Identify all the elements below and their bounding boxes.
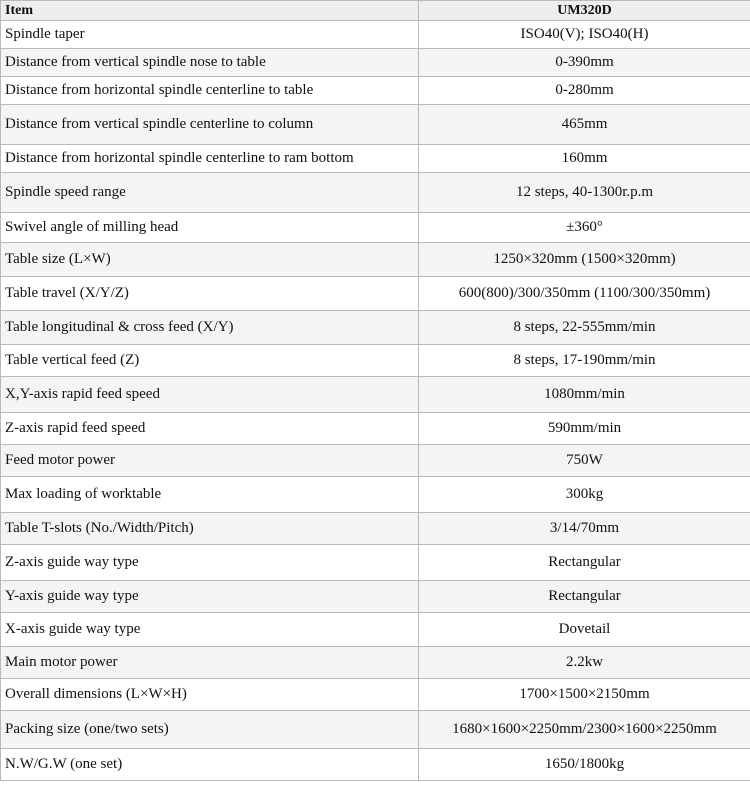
table-row xyxy=(1,77,750,105)
spec-value: ±360° xyxy=(419,213,750,243)
spec-value: Rectangular xyxy=(419,545,750,581)
spec-label: Y-axis guide way type xyxy=(1,581,419,613)
header-model: UM320D xyxy=(419,1,750,21)
spec-label: Feed motor power xyxy=(1,445,419,477)
table-row xyxy=(1,145,750,173)
spec-label: Table travel (X/Y/Z) xyxy=(1,277,419,311)
table-row xyxy=(1,377,750,413)
table-row xyxy=(1,749,750,781)
spec-value: 750W xyxy=(419,445,750,477)
table-row xyxy=(1,213,750,243)
spec-label: Table size (L×W) xyxy=(1,243,419,277)
table-row xyxy=(1,513,750,545)
spec-label: Main motor power xyxy=(1,647,419,679)
table-row xyxy=(1,613,750,647)
table-row xyxy=(1,477,750,513)
spec-value: 8 steps, 22-555mm/min xyxy=(419,311,750,345)
spec-value: 1080mm/min xyxy=(419,377,750,413)
spec-value: 8 steps, 17-190mm/min xyxy=(419,345,750,377)
spec-label: Overall dimensions (L×W×H) xyxy=(1,679,419,711)
spec-label: Table longitudinal & cross feed (X/Y) xyxy=(1,311,419,345)
table-row xyxy=(1,711,750,749)
table-row xyxy=(1,345,750,377)
spec-value: 1250×320mm (1500×320mm) xyxy=(419,243,750,277)
table-row xyxy=(1,105,750,145)
spec-value: ISO40(V); ISO40(H) xyxy=(419,21,750,49)
spec-label: Distance from vertical spindle nose to table xyxy=(1,49,419,77)
spec-label: Distance from vertical spindle centerline to column xyxy=(1,105,419,145)
table-row xyxy=(1,679,750,711)
spec-label: Spindle speed range xyxy=(1,173,419,213)
spec-label: N.W/G.W (one set) xyxy=(1,749,419,781)
table-row xyxy=(1,581,750,613)
spec-value: 0-280mm xyxy=(419,77,750,105)
spec-label: X-axis guide way type xyxy=(1,613,419,647)
spec-label: Swivel angle of milling head xyxy=(1,213,419,243)
spec-label: Max loading of worktable xyxy=(1,477,419,513)
spec-label: Table T-slots (No./Width/Pitch) xyxy=(1,513,419,545)
spec-value: Dovetail xyxy=(419,613,750,647)
spec-value: 160mm xyxy=(419,145,750,173)
spec-label: Table vertical feed (Z) xyxy=(1,345,419,377)
spec-value: 600(800)/300/350mm (1100/300/350mm) xyxy=(419,277,750,311)
spec-value: 3/14/70mm xyxy=(419,513,750,545)
spec-value: 12 steps, 40-1300r.p.m xyxy=(419,173,750,213)
spec-value: 1650/1800kg xyxy=(419,749,750,781)
spec-value: 1700×1500×2150mm xyxy=(419,679,750,711)
table-row xyxy=(1,647,750,679)
spec-label: Distance from horizontal spindle centerline to table xyxy=(1,77,419,105)
spec-label: Spindle taper xyxy=(1,21,419,49)
table-header-row xyxy=(1,1,750,21)
table-row xyxy=(1,243,750,277)
table-row xyxy=(1,413,750,445)
spec-value: 590mm/min xyxy=(419,413,750,445)
spec-value: 465mm xyxy=(419,105,750,145)
table-row xyxy=(1,173,750,213)
spec-value: Rectangular xyxy=(419,581,750,613)
table-row xyxy=(1,49,750,77)
table-row xyxy=(1,311,750,345)
table-row xyxy=(1,545,750,581)
spec-value: 1680×1600×2250mm/2300×1600×2250mm xyxy=(419,711,750,749)
header-item: Item xyxy=(1,1,419,21)
spec-value: 0-390mm xyxy=(419,49,750,77)
spec-label: Z-axis guide way type xyxy=(1,545,419,581)
spec-value: 2.2kw xyxy=(419,647,750,679)
spec-label: Packing size (one/two sets) xyxy=(1,711,419,749)
table-row xyxy=(1,21,750,49)
spec-label: Z-axis rapid feed speed xyxy=(1,413,419,445)
spec-label: Distance from horizontal spindle centerline to ram bottom xyxy=(1,145,419,173)
table-row xyxy=(1,445,750,477)
spec-label: X,Y-axis rapid feed speed xyxy=(1,377,419,413)
table-body xyxy=(1,21,750,781)
spec-value: 300kg xyxy=(419,477,750,513)
table-row xyxy=(1,277,750,311)
